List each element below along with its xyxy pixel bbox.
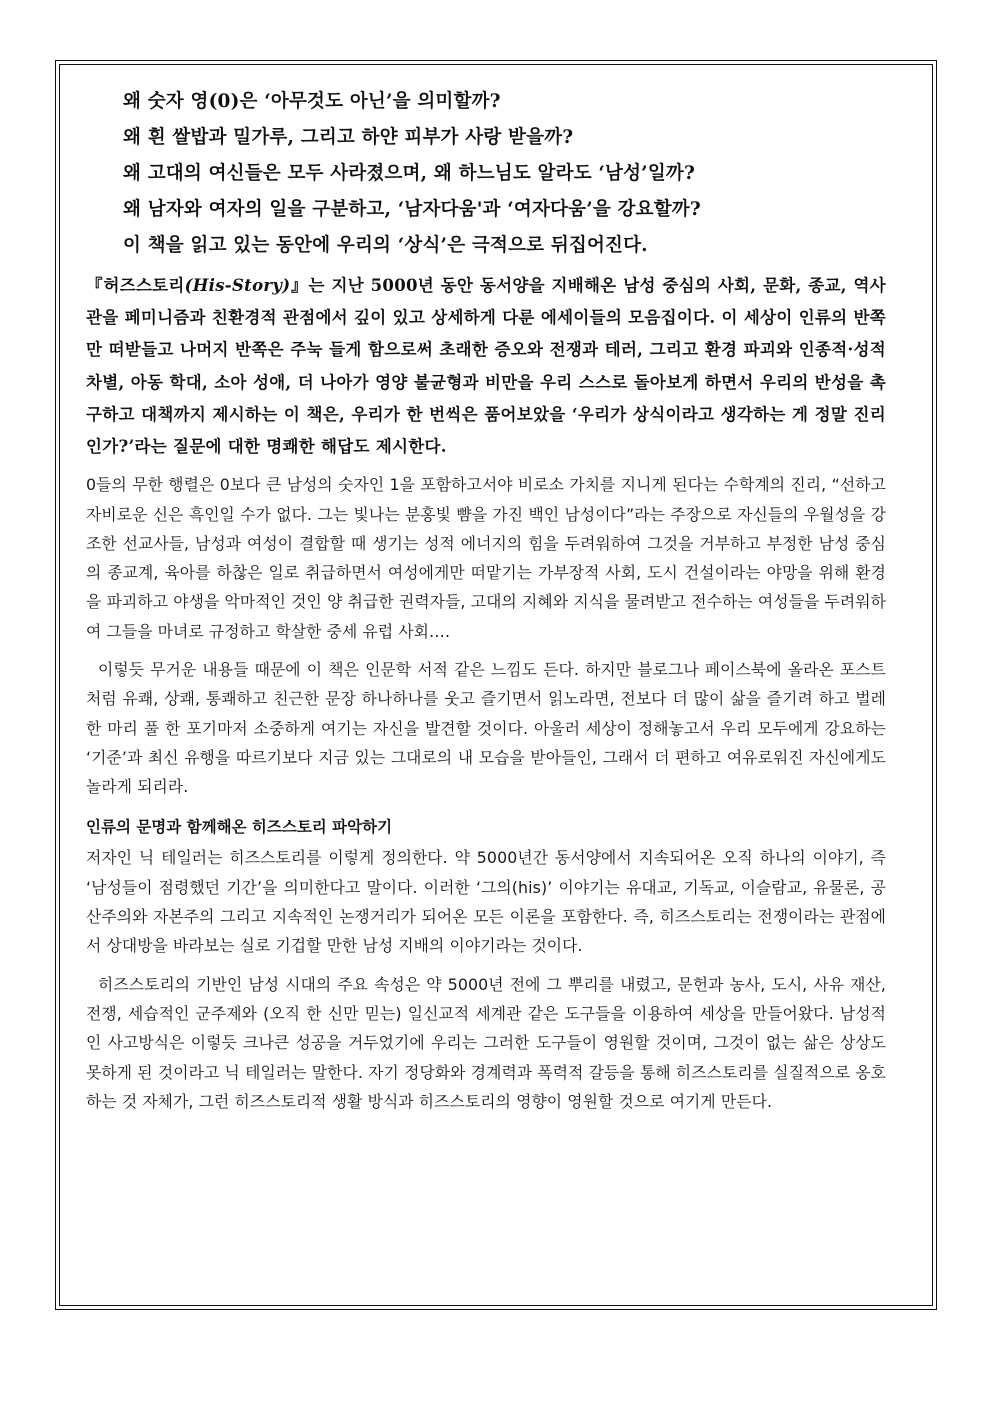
- intro-text: 는 지난 5000년 동안 동서양을 지배해온 남성 중심의 사회, 문화, 종교, 역사관을 페미니즘과 친환경적 관점에서 깊이 있고 상세하게 다룬 에세이들의 모음집이다. 이 세상이 인류의 반쪽만 떠받들고 나머지 반쪽은 주눅 들게 함으로써 초래한 증오와 전쟁과 테러, 그리고 환경 파괴와 인종적·성적 차별, 아동 학대, 소아 성애, 더 나아가 영양 불균형과 비만을 우리 스스로 돌아보게 하면서 우리의 반성을 촉구하고 대책까지 제시하는 이 책은, 우리가 한 번씩은 품어보았을 ‘우리가 상식이라고 생각하는 게 정말 진리인가?’라는 질문에 대한 명쾌한 해답도 제시한다.: [86, 276, 886, 457]
- question-item: 왜 흰 쌀밥과 밀가루, 그리고 하얀 피부가 사랑 받을까?: [123, 127, 574, 148]
- book-title-open: 『허즈스토리: [86, 276, 185, 295]
- section-heading: 인류의 문명과 함께해온 히즈스토리 파악하기: [86, 818, 393, 837]
- book-title-close: 』: [290, 276, 309, 295]
- question-item: 왜 숫자 영(0)은 ‘아무것도 아닌’을 의미할까?: [123, 91, 501, 112]
- question-list: [123, 84, 886, 264]
- document-body: [86, 84, 886, 1125]
- body-paragraph: 0들의 무한 행렬은 0보다 큰 남성의 숫자인 1을 포함하고서야 비로소 가치를 지니게 된다는 수학계의 진리, “선하고 자비로운 신은 흑인일 수가 없다. 그는 빛나는 분홍빛 뺨을 가진 백인 남성이다”라는 주장으로 자신들의 우월성을 강조한 선교사들, 남성과 여성이 결합할 때 생기는 성적 에너지의 힘을 두려워하여 그것을 거부하고 부정한 남성 중심의 종교계, 육아를 하찮은 일로 취급하면서 여성에게만 떠맡기는 가부장적 사회, 도시 건설이라는 야망을 위해 환경을 파괴하고 야생을 악마적인 것인 양 취급한 권력자들, 고대의 지혜와 지식을 물려받고 전수하는 여성들을 두려워하여 그들을 마녀로 규정하고 학살한 중세 유럽 사회….: [86, 475, 886, 641]
- book-title-latin: (His-Story): [184, 276, 291, 295]
- intro-paragraph: [86, 270, 886, 463]
- section-paragraph: 저자인 닉 테일러는 히즈스토리를 이렇게 정의한다. 약 5000년간 동서양에서 지속되어온 오직 하나의 이야기, 즉 ‘남성들이 점령했던 기간’을 의미한다고 말이다. 이러한 ‘그의(his)’ 이야기는 유대교, 기독교, 이슬람교, 유물론, 공산주의와 자본주의 그리고 지속적인 논쟁거리가 되어온 모든 이론을 포함한다. 즉, 히즈스토리는 전쟁이라는 관점에서 상대방을 바라보는 실로 기겁할 만한 남성 지배의 이야기라는 것이다.: [86, 848, 886, 956]
- body-paragraph: 이렇듯 무거운 내용들 때문에 이 책은 인문학 서적 같은 느낌도 든다. 하지만 블로그나 페이스북에 올라온 포스트처럼 유쾌, 상쾌, 통쾌하고 친근한 문장 하나하나를 웃고 즐기면서 읽노라면, 전보다 더 많이 삶을 즐기려 하고 벌레 한 마리 풀 한 포기마저 소중하게 여기는 자신을 발견할 것이다. 아울러 세상이 정해놓고서 우리 모두에게 강요하는 ‘기준’과 최신 유행을 따르기보다 지금 있는 그대로의 내 모습을 받아들인, 그래서 더 편하고 여유로워진 자신에게도 놀라게 되리라.: [86, 660, 886, 797]
- question-item: 왜 남자와 여자의 일을 구분하고, ‘남자다움'과 ‘여자다움’을 강요할까?: [123, 199, 701, 220]
- question-item: 왜 고대의 여신들은 모두 사라졌으며, 왜 하느님도 알라도 ‘남성’일까?: [123, 163, 696, 184]
- question-item: 이 책을 읽고 있는 동안에 우리의 ‘상식’은 극적으로 뒤집어진다.: [123, 235, 648, 256]
- section-paragraph: 히즈스토리의 기반인 남성 시대의 주요 속성은 약 5000년 전에 그 뿌리를 내렸고, 문헌과 농사, 도시, 사유 재산, 전쟁, 세습적인 군주제와 (오직 한 신만 믿는) 일신교적 세계관 같은 도구들을 이용하여 세상을 만들어왔다. 남성적인 사고방식은 이렇듯 크나큰 성공을 거두었기에 우리는 그러한 도구들이 영원할 것이며, 그것이 없는 삶은 상상도 못하게 된 것이라고 닉 테일러는 말한다. 자기 정당화와 경계력과 폭력적 갈등을 통해 히즈스토리를 실질적으로 옹호하는 것 자체가, 그런 히즈스토리적 생활 방식과 히즈스토리의 영향이 영원할 것으로 여기게 만든다.: [86, 974, 886, 1111]
